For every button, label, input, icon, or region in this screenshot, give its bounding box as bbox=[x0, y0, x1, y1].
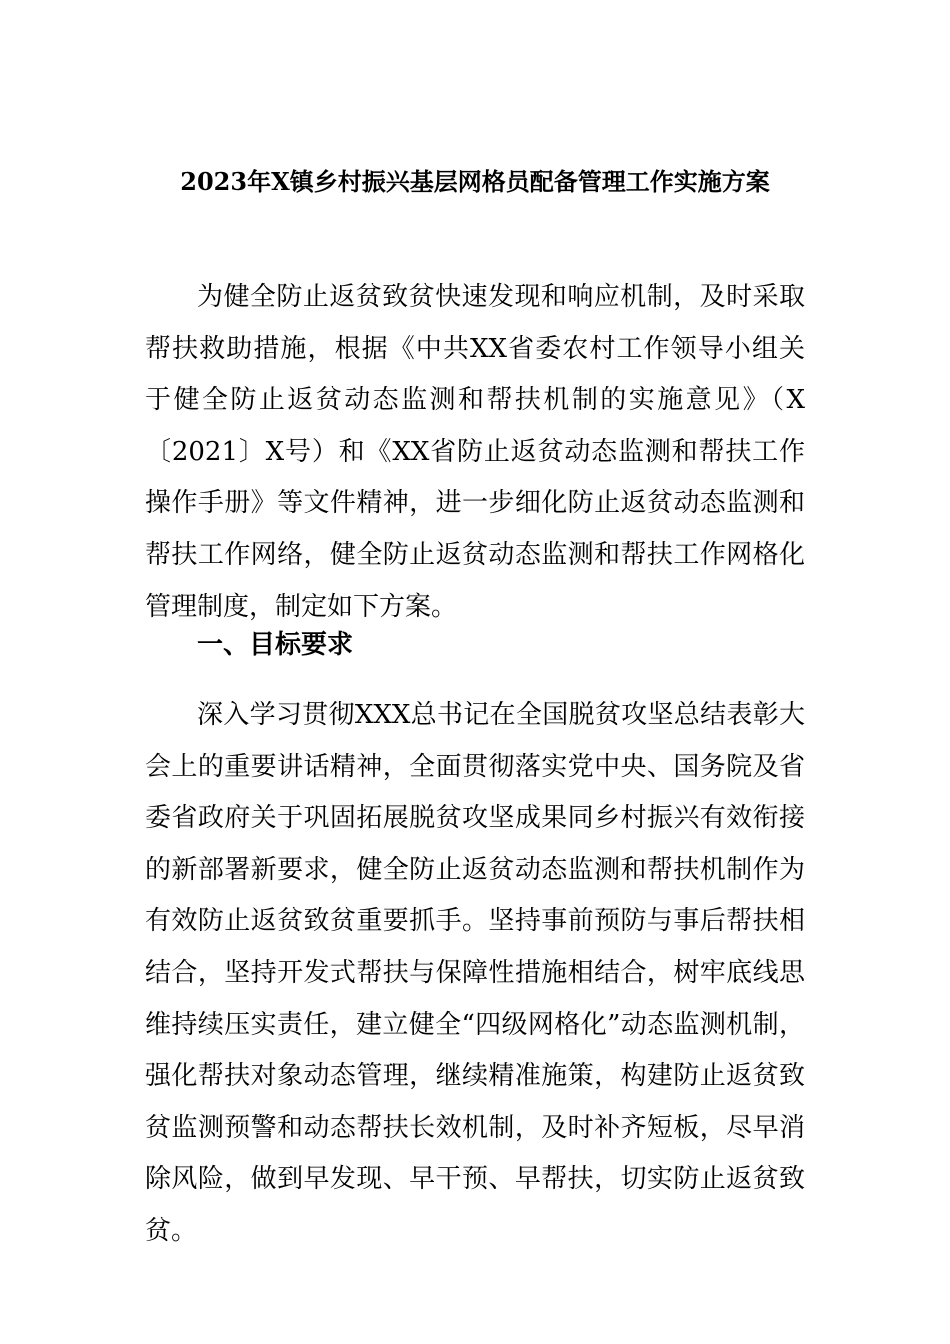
goals-paragraph: 深入学习贯彻XXX总书记在全国脱贫攻坚总结表彰大会上的重要讲话精神，全面贯彻落实党中央、国务院及省委省政府关于巩固拓展脱贫攻坚成果同乡村振兴有效衔接的新部署新要求，健全防止返贫动态监测和帮扶机制作为有效防止返贫致贫重要抓手。坚持事前预防与事后帮扶相结合，坚持开发式帮扶与保障性措施相结合，树牢底线思维持续压实责任，建立健全“四级网格化”动态监测机制，强化帮扶对象动态管理，继续精准施策，构建防止返贫致贫监测预警和动态帮扶长效机制，及时补齐短板，尽早消除风险，做到早发现、早干预、早帮扶，切实防止返贫致贫。 bbox=[145, 700, 805, 1246]
goals-section bbox=[145, 690, 805, 1258]
section-heading-goals: 一、目标要求 bbox=[197, 630, 354, 660]
intro-section bbox=[145, 272, 805, 633]
document-title: 2023年X镇乡村振兴基层网格员配备管理工作实施方案 bbox=[180, 167, 770, 196]
intro-paragraph: 为健全防止返贫致贫快速发现和响应机制，及时采取帮扶救助措施，根据《中共XX省委农村工作领导小组关于健全防止返贫动态监测和帮扶机制的实施意见》（X〔2021〕X号）和《XX省防止返贫动态监测和帮扶工作操作手册》等文件精神，进一步细化防止返贫动态监测和帮扶工作网络，健全防止返贫动态监测和帮扶工作网格化管理制度，制定如下方案。 bbox=[145, 282, 805, 622]
